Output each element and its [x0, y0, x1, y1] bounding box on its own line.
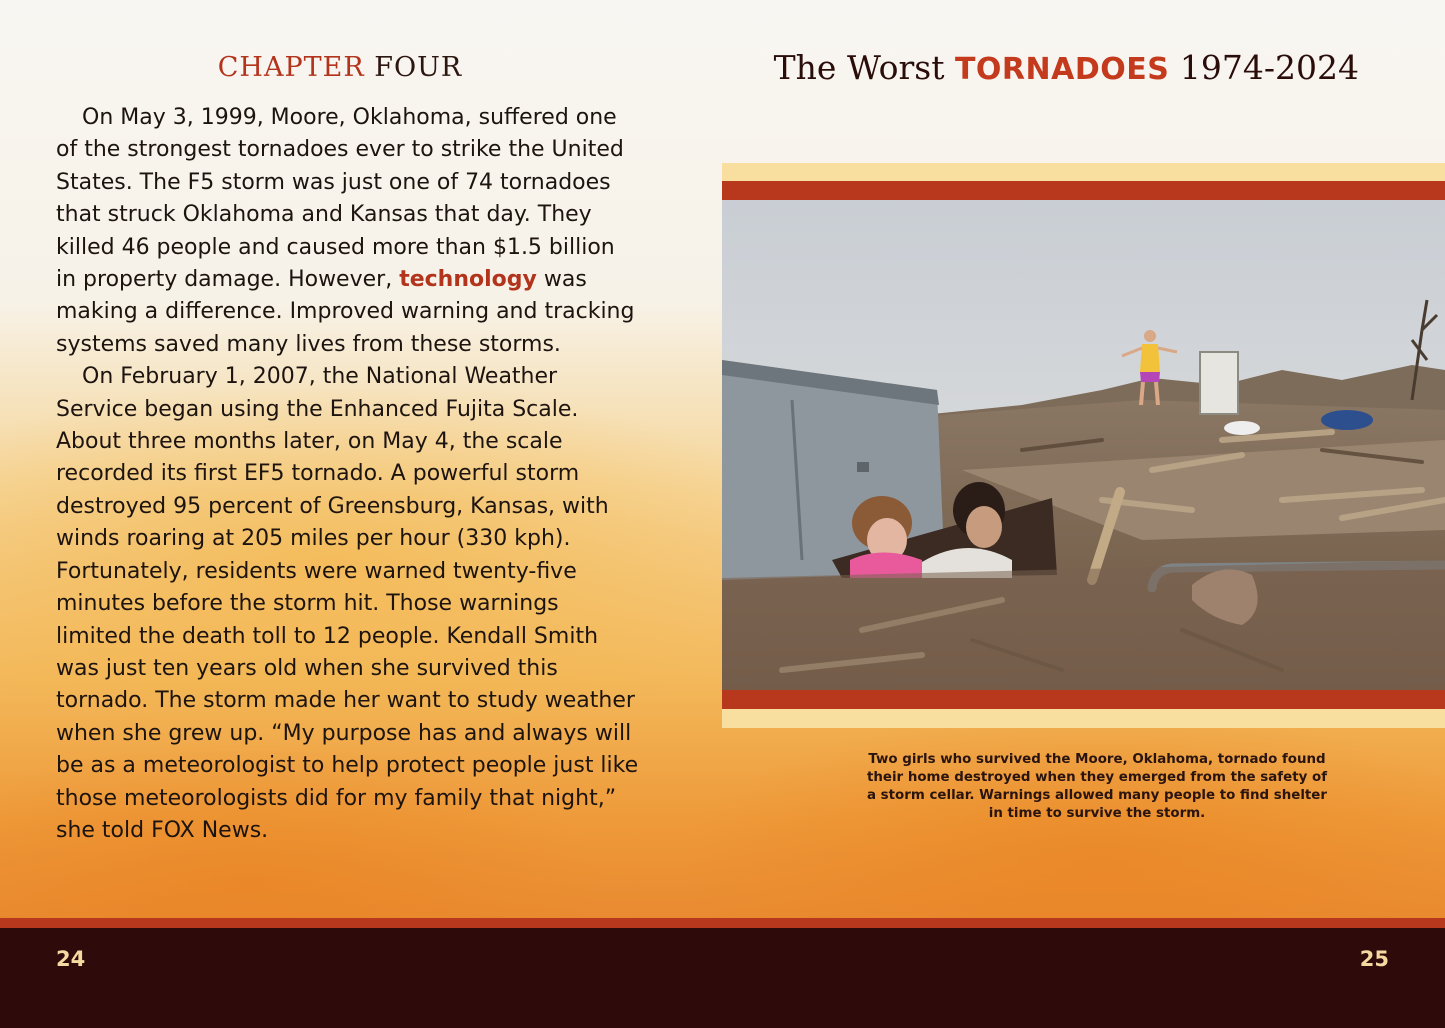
frame-band-top	[722, 181, 1445, 200]
page-number-left: 24	[56, 947, 86, 971]
paragraph-1	[56, 102, 641, 361]
chapter-body-text	[56, 102, 641, 847]
chapter-label: CHAPTER	[217, 52, 365, 83]
series-title-years: 1974-2024	[1179, 48, 1359, 87]
photo-caption: Two girls who survived the Moore, Oklahoma, tornado found their home destroyed when they emerged from the safety of a storm cellar. Warnings allowed many people to find shelter in time to survive the storm.	[866, 752, 1328, 821]
paragraph-1-text-end: was making a difference. Improved warning and tracking systems saved many lives from these storms.	[56, 267, 635, 357]
series-title-highlight: TORNADOES	[954, 52, 1170, 87]
footer-stripe	[0, 918, 1445, 928]
photo-frame	[722, 163, 1445, 728]
chapter-number: FOUR	[374, 52, 463, 83]
series-title	[774, 48, 1359, 87]
footer-bar	[0, 928, 1445, 1028]
tornado-aftermath-photo	[722, 200, 1445, 690]
series-title-prefix: The Worst	[773, 48, 945, 87]
glossary-term-technology[interactable]: technology	[399, 267, 537, 293]
page-number-right: 25	[1359, 947, 1389, 971]
frame-band-bottom	[722, 690, 1445, 709]
paragraph-1-text-start: On May 3, 1999, Moore, Oklahoma, suffered one of the strongest tornadoes ever to strike the United States. The F5 storm was just one of 74 tornadoes that struck Oklahoma and Kansas that day. They killed 46 people and caused more than $1.5 billion in property damage. However,	[56, 105, 624, 293]
chapter-heading	[0, 52, 680, 83]
paragraph-2: On February 1, 2007, the National Weather Service began using the Enhanced Fujita Scale. About three months later, on May 4, the scale recorded its first EF5 tornado. A powerful storm destroyed 95 percent of Greensburg, Kansas, with winds roaring at 205 miles per hour (330 kph). Fortunately, residents were warned twenty-five minutes before the storm hit. Those warnings limited the death toll to 12 people. Kendall Smith was just ten years old when she survived this tornado. The storm made her want to study weather when she grew up. “My purpose has and always will be as a meteorologist to help protect people just like those meteorologists did for my family that night,” she told FOX News.	[56, 364, 639, 843]
